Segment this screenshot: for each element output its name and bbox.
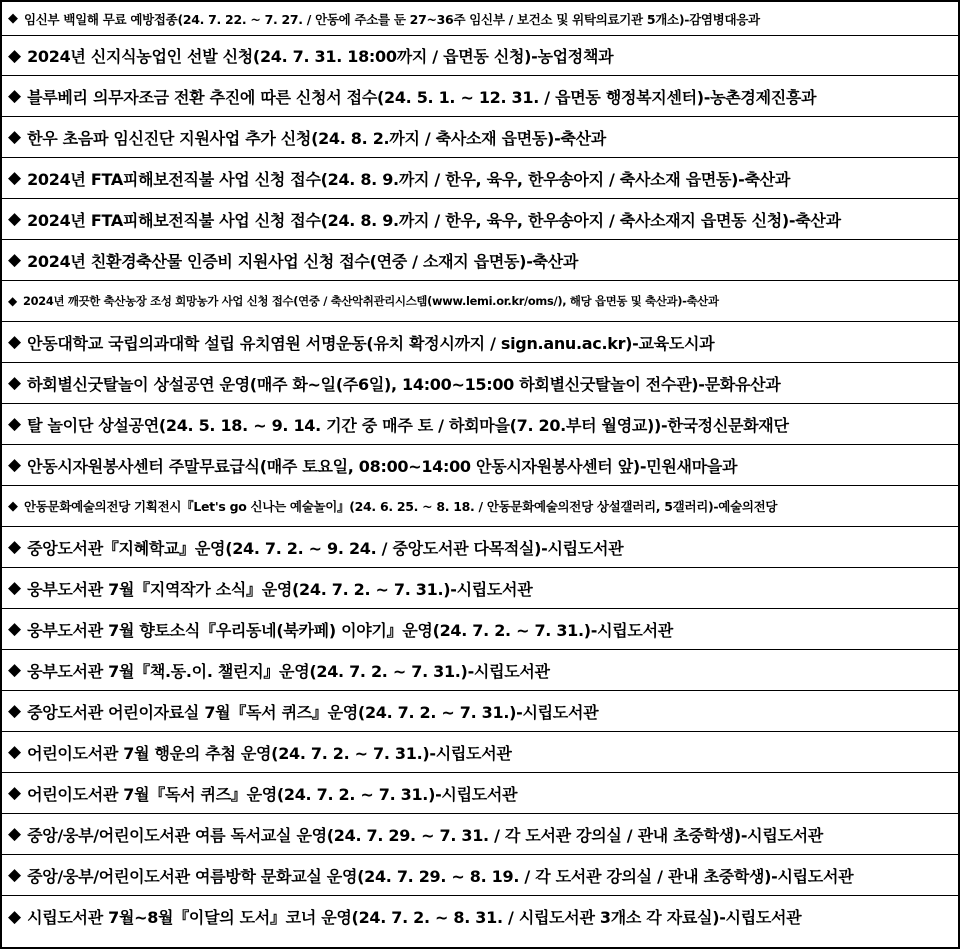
diamond-bullet-icon: ◆ [8,783,22,803]
diamond-bullet-icon: ◆ [8,414,22,434]
diamond-bullet-icon: ◆ [8,86,22,106]
diamond-bullet-icon: ◆ [8,660,22,680]
diamond-bullet-icon: ◆ [8,250,22,270]
diamond-bullet-icon: ◆ [8,498,18,514]
diamond-bullet-icon: ◆ [8,742,22,762]
notice-text: 안동문화예술의전당 기획전시『Let's go 신나는 예술놀이』(24. 6. 25. ~ 8. 18. / 안동문화예술의전당 상설갤러리, 5갤러리)-예술의전당 [24,499,778,514]
notice-item [2,240,958,281]
notice-item [2,281,958,322]
notice-text: 블루베리 의무자조금 전환 추진에 따른 신청서 접수(24. 5. 1. ~ 12. 31. / 읍면동 행정복지센터)-농촌경제진흥과 [27,87,817,107]
notice-item [2,2,958,36]
notice-text: 어린이도서관 7월『독서 퀴즈』운영(24. 7. 2. ~ 7. 31.)-시립도서관 [27,784,518,804]
diamond-bullet-icon: ◆ [8,168,22,188]
diamond-bullet-icon: ◆ [8,824,22,844]
notice-item [2,322,958,363]
notice-item [2,117,958,158]
notice-text: 중앙/웅부/어린이도서관 여름 독서교실 운영(24. 7. 29. ~ 7. 31. / 각 도서관 강의실 / 관내 초중학생)-시립도서관 [27,825,823,845]
diamond-bullet-icon: ◆ [8,45,22,66]
notice-text: 안동대학교 국립의과대학 설립 유치염원 서명운동(유치 확정시까지 / sign.anu.ac.kr)-교육도시과 [27,333,715,353]
diamond-bullet-icon: ◆ [8,373,22,393]
notice-item [2,486,958,527]
notice-item [2,855,958,896]
notice-item [2,36,958,76]
notice-text: 안동시자원봉사센터 주말무료급식(매주 토요일, 08:00~14:00 안동시자원봉사센터 앞)-민원새마을과 [27,456,738,476]
notice-text: 웅부도서관 7월 향토소식『우리동네(북카페) 이야기』운영(24. 7. 2. ~ 7. 31.)-시립도서관 [27,620,673,640]
notice-text: 2024년 친환경축산물 인증비 지원사업 신청 접수(연중 / 소재지 읍면동)-축산과 [27,251,579,271]
notice-text: 웅부도서관 7월『책.동.이. 챌린지』운영(24. 7. 2. ~ 7. 31.)-시립도서관 [27,661,550,681]
diamond-bullet-icon: ◆ [8,332,22,352]
diamond-bullet-icon: ◆ [8,127,22,147]
diamond-bullet-icon: ◆ [8,865,22,885]
diamond-bullet-icon: ◆ [8,209,22,229]
diamond-bullet-icon: ◆ [8,578,22,598]
notice-item [2,568,958,609]
notice-text: 어린이도서관 7월 행운의 추첨 운영(24. 7. 2. ~ 7. 31.)-시립도서관 [27,743,512,763]
notice-text: 한우 초음파 임신진단 지원사업 추가 신청(24. 8. 2.까지 / 축사소재 읍면동)-축산과 [27,128,606,148]
notice-text: 시립도서관 7월~8월『이달의 도서』코너 운영(24. 7. 2. ~ 8. 31. / 시립도서관 3개소 각 자료실)-시립도서관 [27,908,802,927]
notice-text: 웅부도서관 7월『지역작가 소식』운영(24. 7. 2. ~ 7. 31.)-시립도서관 [27,579,533,599]
notice-text: 중앙도서관 어린이자료실 7월『독서 퀴즈』운영(24. 7. 2. ~ 7. 31.)-시립도서관 [27,702,599,722]
diamond-bullet-icon: ◆ [8,701,22,721]
notice-item [2,527,958,568]
notice-text: 2024년 신지식농업인 선발 신청(24. 7. 31. 18:00까지 / 읍면동 신청)-농업정책과 [27,47,614,66]
notice-item [2,650,958,691]
diamond-bullet-icon: ◆ [8,11,18,26]
notice-text: 2024년 FTA피해보전직불 사업 신청 접수(24. 8. 9.까지 / 한우, 육우, 한우송아지 / 축사소재지 읍면동 신청)-축산과 [27,210,841,230]
notice-item [2,609,958,650]
diamond-bullet-icon: ◆ [8,294,18,308]
notice-item [2,814,958,855]
diamond-bullet-icon: ◆ [8,455,22,475]
notice-item [2,732,958,773]
notice-text: 2024년 FTA피해보전직불 사업 신청 접수(24. 8. 9.까지 / 한우, 육우, 한우송아지 / 축사소재 읍면동)-축산과 [27,169,790,189]
notice-item [2,896,958,937]
notice-text: 중앙도서관『지혜학교』운영(24. 7. 2. ~ 9. 24. / 중앙도서관 다목적실)-시립도서관 [27,538,624,558]
notice-item [2,76,958,117]
notice-item [2,363,958,404]
notice-item [2,445,958,486]
notice-text: 2024년 깨끗한 축산농장 조성 희망농가 사업 신청 접수(연중 / 축산악취관리시스템(www.lemi.or.kr/oms/), 해당 읍면동 및 축산과)-축산과 [23,294,719,308]
notice-text: 하회별신굿탈놀이 상설공연 운영(매주 화~일(주6일), 14:00~15:00 하회별신굿탈놀이 전수관)-문화유산과 [27,374,781,394]
notice-item [2,404,958,445]
notice-item [2,199,958,240]
notice-text: 임신부 백일해 무료 예방접종(24. 7. 22. ~ 7. 27. / 안동에 주소를 둔 27~36주 임신부 / 보건소 및 위탁의료기관 5개소)-감염병대응과 [24,11,760,27]
notice-text: 탈 놀이단 상설공연(24. 5. 18. ~ 9. 14. 기간 중 매주 토 / 하회마을(7. 20.부터 월영교))-한국정신문화재단 [27,415,789,435]
notice-item [2,158,958,199]
diamond-bullet-icon: ◆ [8,906,22,927]
diamond-bullet-icon: ◆ [8,619,22,639]
notice-text: 중앙/웅부/어린이도서관 여름방학 문화교실 운영(24. 7. 29. ~ 8. 19. / 각 도서관 강의실 / 관내 초중학생)-시립도서관 [27,866,854,886]
diamond-bullet-icon: ◆ [8,537,22,557]
notice-item [2,691,958,732]
notice-item [2,773,958,814]
